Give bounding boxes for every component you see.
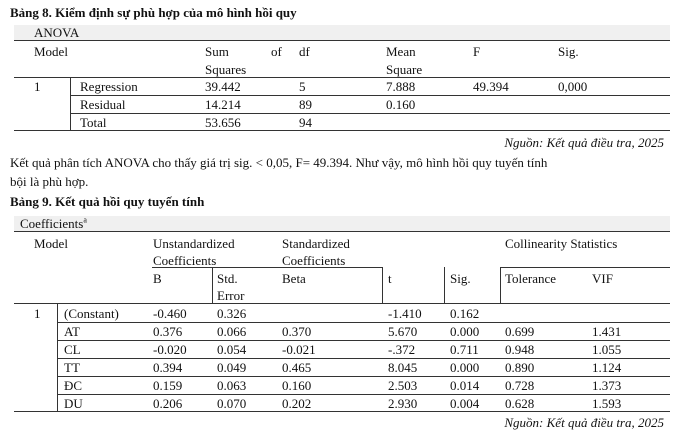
table8-header-mean: Mean	[386, 44, 416, 59]
table9-header-std-coef: Coefficients	[282, 253, 346, 268]
table9-row-label: (Constant)	[64, 306, 119, 321]
table8-row-label: Total	[80, 115, 107, 130]
table8-header-model: Model	[34, 44, 68, 59]
table8-model-number: 1	[34, 79, 41, 94]
table8-row-label: Residual	[80, 97, 126, 112]
table9-rule	[57, 358, 670, 359]
table9-cell: 1.124	[592, 360, 622, 375]
table9-model-number: 1	[34, 306, 41, 321]
table8-cell: 0,000	[558, 79, 588, 94]
paragraph-line-2: bội là phù hợp.	[10, 174, 89, 189]
table8-cell: 94	[299, 115, 312, 130]
table9-source: Nguồn: Kết quả điều tra, 2025	[504, 415, 664, 430]
table9-cell: 0.004	[450, 396, 480, 411]
table8-header-sig: Sig.	[558, 44, 579, 59]
table9-cell: 0.014	[450, 378, 480, 393]
table9-header-t: t	[388, 271, 392, 286]
table9-cell: -.372	[388, 342, 416, 357]
table9-header-std: Standardized	[282, 236, 350, 251]
table8-header-of: of	[271, 44, 282, 59]
table9-cell: 0.054	[217, 342, 247, 357]
table9-rule	[500, 267, 670, 268]
table8-header-df: df	[299, 44, 310, 59]
table8-caption: ANOVA	[34, 25, 80, 40]
table9-row-label: DU	[64, 396, 83, 411]
table9-rule	[14, 411, 670, 412]
table9-cell: 2.930	[388, 396, 418, 411]
table9-cell: 0.160	[282, 378, 312, 393]
table9-cell: 8.045	[388, 360, 418, 375]
table8-divider	[70, 78, 71, 130]
table9-row-label: ĐC	[64, 378, 83, 393]
table9-cell: 1.055	[592, 342, 622, 357]
table9-header-b: B	[153, 271, 162, 286]
table9-header-std-error: Std.	[217, 271, 238, 286]
table9-caption-row	[14, 216, 670, 231]
table9-cell: 0.890	[505, 360, 535, 375]
table9-cell: 0.206	[153, 396, 183, 411]
table8-header-sum: Sum	[205, 44, 229, 59]
table8-rule	[14, 130, 670, 131]
table9-rule	[57, 322, 670, 323]
table8-caption-row	[14, 25, 670, 40]
table8-row-label: Regression	[80, 79, 138, 94]
table8-cell: 7.888	[386, 79, 416, 94]
table9-divider	[57, 303, 58, 411]
table9-divider	[444, 267, 445, 303]
table8-cell: 5	[299, 79, 306, 94]
table9-cell: 0.394	[153, 360, 183, 375]
table9-cell: 0.370	[282, 324, 312, 339]
table8-rule	[70, 113, 670, 114]
table9-header-beta: Beta	[282, 271, 306, 286]
table9-cell: -0.021	[282, 342, 316, 357]
table9-header-error: Error	[217, 288, 245, 303]
table8-cell: 49.394	[473, 79, 509, 94]
table9-row-label: TT	[64, 360, 80, 375]
table9-header-unstd: Unstandardized	[153, 236, 235, 251]
table9-header-sig: Sig.	[450, 271, 471, 286]
table8-rule	[14, 77, 670, 78]
table9-divider	[212, 267, 213, 303]
table8-cell: 0.160	[386, 97, 416, 112]
table9-divider	[500, 267, 501, 303]
table9-caption-text: Coefficients	[20, 216, 84, 231]
table9-rule	[14, 231, 670, 232]
table9-header-unstd-coef: Coefficients	[153, 253, 217, 268]
table8-source: Nguồn: Kết quả điều tra, 2025	[504, 135, 664, 150]
table8-header-f: F	[473, 44, 481, 59]
table9-cell: 0.000	[450, 324, 480, 339]
table9-cell: 2.503	[388, 378, 418, 393]
table9-rule	[57, 394, 670, 395]
table9-cell: 1.373	[592, 378, 622, 393]
table9-cell: 0.728	[505, 378, 535, 393]
table9-caption-footnote: a	[83, 215, 87, 225]
table9-cell: 0.162	[450, 306, 480, 321]
table9-cell: 0.948	[505, 342, 535, 357]
table9-header-vif: VIF	[592, 271, 613, 286]
table9-row-label: CL	[64, 342, 81, 357]
table9-rule	[57, 340, 670, 341]
table9-cell: -1.410	[388, 306, 422, 321]
table8-rule	[70, 95, 670, 96]
table9-cell: 0.066	[217, 324, 247, 339]
table9-divider	[382, 267, 383, 303]
table9-rule	[152, 267, 382, 268]
table9-cell: 0.063	[217, 378, 247, 393]
table9-cell: 1.593	[592, 396, 622, 411]
table9-cell: 0.326	[217, 306, 247, 321]
table9-cell: -0.460	[153, 306, 187, 321]
table9-rule	[14, 303, 670, 304]
table9-cell: 0.159	[153, 378, 183, 393]
table8-rule	[14, 40, 670, 41]
table9-cell: 0.711	[450, 342, 479, 357]
table9-cell: 0.376	[153, 324, 183, 339]
table8-cell: 14.214	[205, 97, 241, 112]
table8-cell: 39.442	[205, 79, 241, 94]
table9-header-model: Model	[34, 236, 68, 251]
table8-cell: 89	[299, 97, 312, 112]
table9-cell: 0.699	[505, 324, 535, 339]
table9-cell: 0.628	[505, 396, 535, 411]
table9-cell: 1.431	[592, 324, 622, 339]
table9-row-label: AT	[64, 324, 80, 339]
table9-cell: 5.670	[388, 324, 418, 339]
table9-cell: 0.070	[217, 396, 247, 411]
table9-cell: 0.465	[282, 360, 312, 375]
table8-title: Bảng 8. Kiểm định sự phù hợp của mô hình hồi quy	[10, 5, 297, 20]
table8-header-squares: Squares	[205, 62, 247, 77]
table9-cell: 0.000	[450, 360, 480, 375]
table9-cell: 0.202	[282, 396, 312, 411]
table9-header-collinearity: Collinearity Statistics	[505, 236, 618, 251]
table8-header-square: Square	[386, 62, 423, 77]
table9-header-tolerance: Tolerance	[505, 271, 557, 286]
table9-title: Bảng 9. Kết quả hồi quy tuyến tính	[10, 194, 205, 209]
table9-cell: -0.020	[153, 342, 187, 357]
table8-cell: 53.656	[205, 115, 241, 130]
table9-cell: 0.049	[217, 360, 247, 375]
table9-rule	[57, 376, 670, 377]
table9-caption	[20, 217, 87, 231]
paragraph-line-1: Kết quả phân tích ANOVA cho thấy giá trị sig. < 0,05, F= 49.394. Như vậy, mô hình hồi quy tuyến tính	[10, 155, 548, 170]
